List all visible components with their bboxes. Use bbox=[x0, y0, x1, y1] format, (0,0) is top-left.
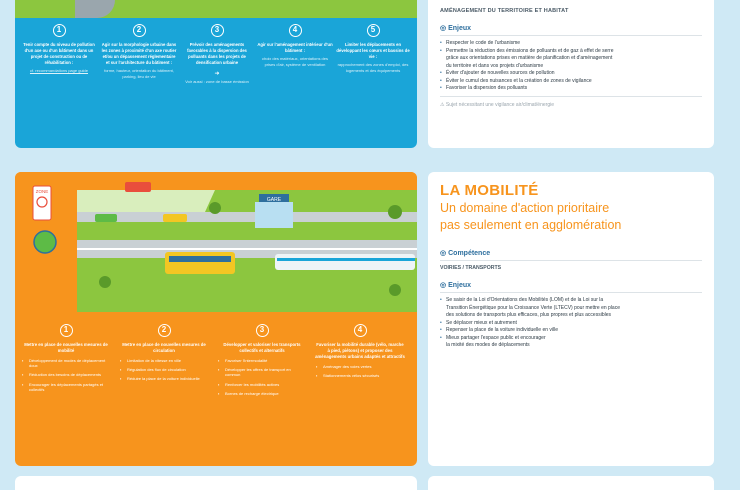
step-text: Tenir compte du niveau de pollution d'un axe ou d'un bâtiment dans un projet de construction ou de réhabilitation : bbox=[23, 42, 95, 65]
enjeux-heading bbox=[440, 24, 702, 32]
competence-label: Compétence bbox=[448, 250, 491, 257]
step-line: ▪ Favoriser l'intermodalité bbox=[217, 358, 307, 363]
step-number: 4 bbox=[289, 24, 302, 37]
step-text: Agir sur la morphologie urbaine dans les zones à proximité d'un axe routier et/ou un dépassement réglementaire et sur l'architecture du bâtiment : bbox=[101, 42, 177, 65]
step-5 bbox=[335, 24, 411, 73]
step-line: ▪ Stationnements vélos sécurisés bbox=[315, 373, 405, 378]
step-line: ▪ Aménager des voies vertes bbox=[315, 364, 405, 369]
enjeux-item: grâce aux orientations prises en matière de planification et d'aménagement bbox=[446, 55, 613, 61]
step-text: Limiter les déplacements en développant les cœurs et bassins de vie : bbox=[336, 42, 410, 59]
arrow-icon: ➜ bbox=[214, 71, 220, 77]
mobility-step-1 bbox=[21, 324, 111, 392]
step-line: ▪ Renforcer les mobilités actives bbox=[217, 382, 307, 387]
step-number: 2 bbox=[158, 324, 171, 337]
taxi bbox=[163, 214, 187, 222]
step-line: ▪ Encourager les déplacements partagés et collectifs bbox=[21, 382, 111, 392]
station-label: GARE bbox=[266, 197, 282, 203]
enjeux-item: • Favoriser la dispersion des polluants bbox=[440, 85, 702, 93]
mobility-step-4 bbox=[315, 324, 405, 378]
enjeux-list bbox=[440, 40, 702, 93]
zone-label: ZONE bbox=[35, 189, 49, 194]
step-line: ▪ Régulation des flux de circulation bbox=[119, 367, 209, 372]
enjeux-item: • Éviter d'ajouter de nouvelles sources de pollution bbox=[440, 70, 702, 78]
step-number: 4 bbox=[354, 324, 367, 337]
enjeux-item: • Repenser la place de la voiture individuelle en ville bbox=[440, 327, 702, 335]
step-line: ▪ Bornes de recharge électrique bbox=[217, 391, 307, 396]
step-line: ▪ Limitation de la vitesse en ville bbox=[119, 358, 209, 363]
mobility-step-2 bbox=[119, 324, 209, 382]
enjeux-item: des solutions de transports plus efficaces, plus propres et plus accessibles bbox=[446, 312, 611, 318]
enjeux-item: • Éviter le cumul des nuisances et la création de zones de vigilance bbox=[440, 78, 702, 86]
step-text: Agir sur l'aménagement intérieur d'un bâtiment : bbox=[257, 42, 333, 53]
step-line: ▪ Réduction des besoins de déplacements bbox=[21, 372, 111, 377]
enjeux-item: • Se saisir de la Loi d'Orientations des Mobilités (LOM) et de la Loi sur la bbox=[440, 297, 702, 305]
target-icon: ◎ bbox=[440, 282, 447, 289]
globe-icon bbox=[34, 231, 56, 253]
step-3 bbox=[179, 24, 255, 85]
alert-icon: ⚠ bbox=[440, 101, 446, 108]
target-icon: ◎ bbox=[440, 250, 447, 257]
target-icon: ◎ bbox=[440, 25, 447, 32]
bus bbox=[165, 252, 235, 274]
step-sub: rapprochement des zones d'emploi, des logements et des équipements bbox=[337, 62, 409, 73]
step-text: Développer et valoriser les transports collectifs et alternatifs bbox=[223, 342, 301, 353]
station-building bbox=[255, 202, 293, 228]
road-illustration bbox=[75, 0, 115, 18]
enjeux-item: • Permettre la réduction des émissions de polluants et de gaz à effet de serre bbox=[440, 48, 702, 56]
mobility-info-card bbox=[428, 172, 714, 466]
divider bbox=[440, 260, 702, 261]
step-line: ▪ Réduire la place de la voiture individuelle bbox=[119, 376, 209, 381]
step-2 bbox=[101, 24, 177, 79]
mobility-step-3 bbox=[217, 324, 307, 396]
step-sub: choix des matériaux, orientations des prises d'air, système de ventilation bbox=[261, 56, 329, 67]
divider bbox=[440, 96, 702, 97]
pollution-infographic-card bbox=[15, 0, 417, 148]
enjeux-label: Enjeux bbox=[448, 25, 472, 32]
step-1 bbox=[21, 24, 97, 74]
page-title: LA MOBILITÉ bbox=[440, 182, 539, 199]
enjeux-item: • Respecter le code de l'urbanisme bbox=[440, 40, 702, 48]
section-title: AMÉNAGEMENT DU TERRITOIRE ET HABITAT bbox=[440, 8, 569, 14]
subtitle: pas seulement en agglomération bbox=[440, 218, 622, 232]
step-number: 5 bbox=[367, 24, 380, 37]
step-number: 3 bbox=[211, 24, 224, 37]
landscape-strip bbox=[15, 0, 417, 18]
mobility-infographic-card bbox=[15, 172, 417, 466]
step-sub[interactable]: cf. recommandations page guide bbox=[29, 68, 89, 73]
step-text: Mettre en place de nouvelles mesures de mobilité bbox=[24, 342, 108, 353]
car bbox=[95, 214, 117, 222]
step-line: ▪ Développer les offres de transport en commun bbox=[217, 367, 307, 377]
step-number: 3 bbox=[256, 324, 269, 337]
footnote: ⚠ Sujet nécessitant une vigilance air/climat/énergie bbox=[440, 101, 554, 108]
red-car bbox=[125, 182, 151, 192]
step-number: 2 bbox=[133, 24, 146, 37]
enjeux-heading bbox=[440, 281, 702, 289]
city-illustration bbox=[15, 172, 417, 314]
step-number: 1 bbox=[53, 24, 66, 37]
step-text: Prévoir des aménagements favorables à la dispersion des polluants dans les projets de densification urbaine bbox=[187, 42, 247, 65]
enjeux-item: la mixité des modes de déplacements bbox=[446, 342, 530, 348]
next-card-peek-right bbox=[428, 476, 714, 490]
step-line: ▪ Développement de modes de déplacement doux bbox=[21, 358, 111, 368]
step-number: 1 bbox=[60, 324, 73, 337]
divider bbox=[440, 35, 702, 36]
enjeux-list bbox=[440, 297, 702, 350]
step-text: Mettre en place de nouvelles mesures de circulation bbox=[122, 342, 206, 353]
enjeux-item: Transition Énergétique pour la Croissance Verte (LTECV) pour mettre en place bbox=[446, 304, 620, 311]
enjeux-item: du territoire et dans vos projets d'urbanisme bbox=[446, 62, 544, 69]
step-text: Favoriser la mobilité durable (vélo, marche à pied, piétons) et proposer des aménagements urbains adaptés et attractifs bbox=[315, 342, 405, 359]
enjeux-item: • Se déplacer mieux et autrement bbox=[440, 320, 702, 328]
step-sub: Voir aussi : zone de basse émission bbox=[185, 79, 249, 84]
competence-value: VOIRIES / TRANSPORTS bbox=[440, 265, 502, 271]
competence-heading bbox=[440, 249, 702, 257]
step-sub: forme, hauteur, orientation du bâtiment, parking, lieu de vie bbox=[104, 68, 174, 79]
step-4 bbox=[257, 24, 333, 67]
train bbox=[275, 254, 415, 270]
urbanism-info-card bbox=[428, 0, 714, 148]
enjeux-label: Enjeux bbox=[448, 282, 472, 289]
divider bbox=[440, 292, 702, 293]
subtitle: Un domaine d'action prioritaire bbox=[440, 201, 610, 215]
next-card-peek-left bbox=[15, 476, 417, 490]
enjeux-item: • Mieux partager l'espace public et encourager bbox=[440, 335, 702, 343]
